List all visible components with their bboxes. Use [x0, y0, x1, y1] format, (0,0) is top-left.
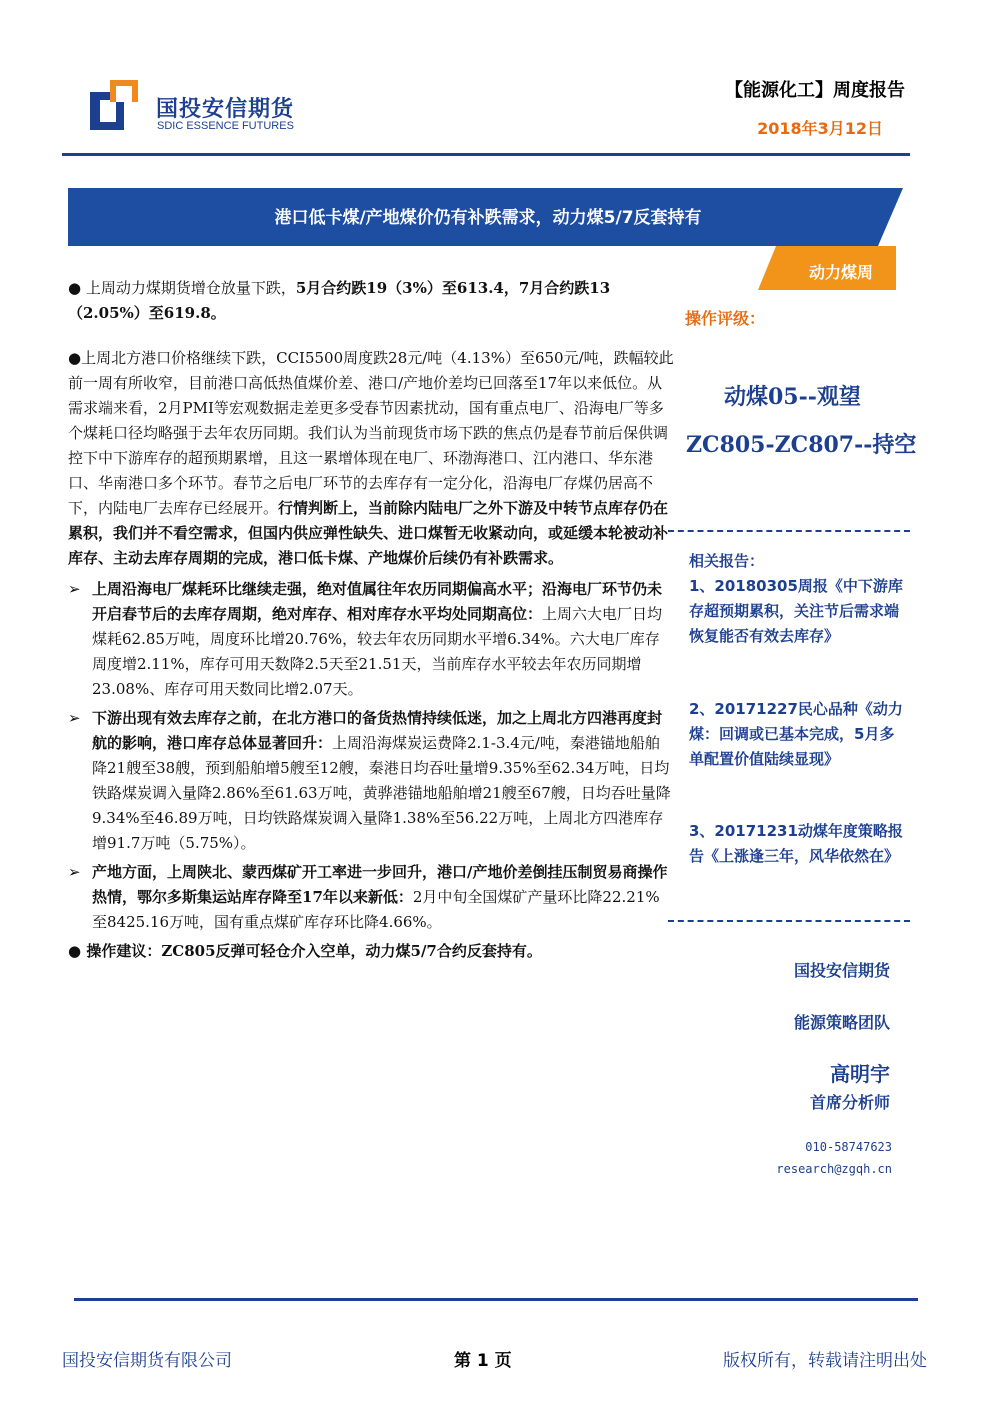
- related-report-1[interactable]: 1、20180305周报《中下游库存超预期累积，关注节后需求端恢复能否有效去库存》: [689, 577, 903, 645]
- footer-divider: [74, 1298, 918, 1301]
- rating-contract-05: 动煤05--观望: [724, 384, 861, 410]
- list-item-production: ➢ 产地方面，上周陕北、蒙西煤矿开工率进一步回升，港口/产地价差倒挂压制贸易商操作热情，鄂尔多斯集运站库存降至17年以来新低：2月中旬全国煤矿产量环比降22.21%至8425.16万吨，国有重点煤矿库存环比降4.66%。: [68, 860, 674, 935]
- bullet-dot-icon: ●: [68, 942, 82, 960]
- bullet-dot-icon: ●: [68, 349, 82, 367]
- rating-label: 操作评级：: [685, 309, 766, 328]
- category-tab-label: 动力煤周: [808, 263, 873, 282]
- analyst-name: 高明宇: [830, 1062, 890, 1086]
- summary-paragraph: ● 上周动力煤期货增仓放量下跌，5月合约跌19（3%）至613.4，7月合约跌13（2.05%）至619.8。: [68, 279, 611, 322]
- report-type: 【能源化工】周度报告: [725, 80, 905, 101]
- sidebar-divider: [668, 530, 910, 532]
- related-reports-title: 相关报告：: [689, 552, 765, 570]
- arrow-bullet-icon: ➢: [68, 863, 81, 881]
- related-report-2[interactable]: 2、20171227民心品种《动力煤：回调或已基本完成，5月多单配置价值陆续显现》: [689, 700, 903, 768]
- related-report-3[interactable]: 3、20171231动煤年度策略报告《上涨逢三年，风华依然在》: [689, 822, 903, 865]
- list-item-power-plants: ➢ 上周沿海电厂煤耗环比继续走强，绝对值属往年农历同期偏高水平；沿海电厂环节仍未开启春节后的去库存周期，绝对库存、相对库存水平均处同期高位：上周六大电厂日均煤耗62.85万吨，周度环比增20.76%，较去年农历同期水平增6.34%。六大电厂库存周度增2.11%，库存可用天数降2.5天至21.51天，当前库存水平较去年农历同期增23.08%、库存可用天数同比增2.07天。: [68, 577, 674, 702]
- logo-english-name: SDIC ESSENCE FUTURES: [157, 120, 294, 132]
- rating-spread: ZC805-ZC807--持空: [686, 432, 917, 458]
- analysis-paragraph: ●上周北方港口价格继续下跌，CCI5500周度跌28元/吨（4.13%）至650元/吨，跌幅较此前一周有所收窄，目前港口高低热值煤价差、港口/产地价差均已回落至17年以来低位。从需求端来看，2月PMI等宏观数据走差更多受春节因素扰动，国有重点电厂、沿海电厂等多个煤耗口径均略强于去年农历同期。我们认为当前现货市场下跌的焦点仍是春节前后保供调控下中下游库存的超预期累增，且这一累增体现在电厂、环渤海港口、江内港口、华东港口、华南港口多个环节。春节之后电厂环节的去库存有一定分化，沿海电厂存煤仍居高不下，内陆电厂去库存已经展开。行情判断上，当前除内陆电厂之外下游及中转节点库存仍在累积，我们并不看空需求，但国内供应弹性缺失、进口煤暂无收紧动向，或延缓本轮被动补库存、主动去库存周期的完成，港口低卡煤、产地煤价后续仍有补跌需求。: [68, 349, 674, 567]
- logo-chinese-name: 国投安信期货: [156, 97, 295, 122]
- main-body: [68, 276, 674, 964]
- operation-advice: ● 操作建议：ZC805反弹可轻仓介入空单，动力煤5/7合约反套持有。: [68, 942, 542, 960]
- team-name: 能源策略团队: [793, 1013, 890, 1032]
- footer-company: 国投安信期货有限公司: [62, 1351, 232, 1371]
- contact-phone: 010-58747623: [805, 1140, 892, 1154]
- analyst-title: 首席分析师: [809, 1093, 890, 1112]
- contact-email[interactable]: research@zgqh.cn: [776, 1162, 892, 1176]
- page-number: 第 1 页: [454, 1351, 512, 1371]
- header-divider: [62, 153, 910, 156]
- company-name: 国投安信期货: [793, 961, 890, 980]
- list-item-ports: ➢ 下游出现有效去库存之前，在北方港口的备货热情持续低迷，加之上周北方四港再度封航的影响，港口库存总体显著回升：上周沿海煤炭运费降2.1-3.4元/吨，秦港锚地船舶降21艘至38艘，预到船舶增5艘至12艘，秦港日均吞吐量增9.35%至62.34万吨，日均铁路煤炭调入量降2.86%至61.63万吨，黄骅港锚地船舶增21艘至67艘，日均吞吐量降9.34%至46.89万吨，日均铁路煤炭调入量降1.38%至56.22万吨，上周北方四港库存增91.7万吨（5.75%）。: [68, 706, 674, 856]
- arrow-bullet-icon: ➢: [68, 709, 81, 727]
- report-date: 2018年3月12日: [757, 119, 883, 138]
- report-title: 港口低卡煤/产地煤价仍有补跌需求，动力煤5/7反套持有: [274, 208, 702, 228]
- sidebar-divider: [668, 920, 910, 922]
- footer-copyright: 版权所有，转载请注明出处: [723, 1351, 927, 1371]
- company-logo-icon: [90, 80, 138, 130]
- arrow-bullet-icon: ➢: [68, 580, 81, 598]
- bullet-dot-icon: ●: [68, 279, 82, 297]
